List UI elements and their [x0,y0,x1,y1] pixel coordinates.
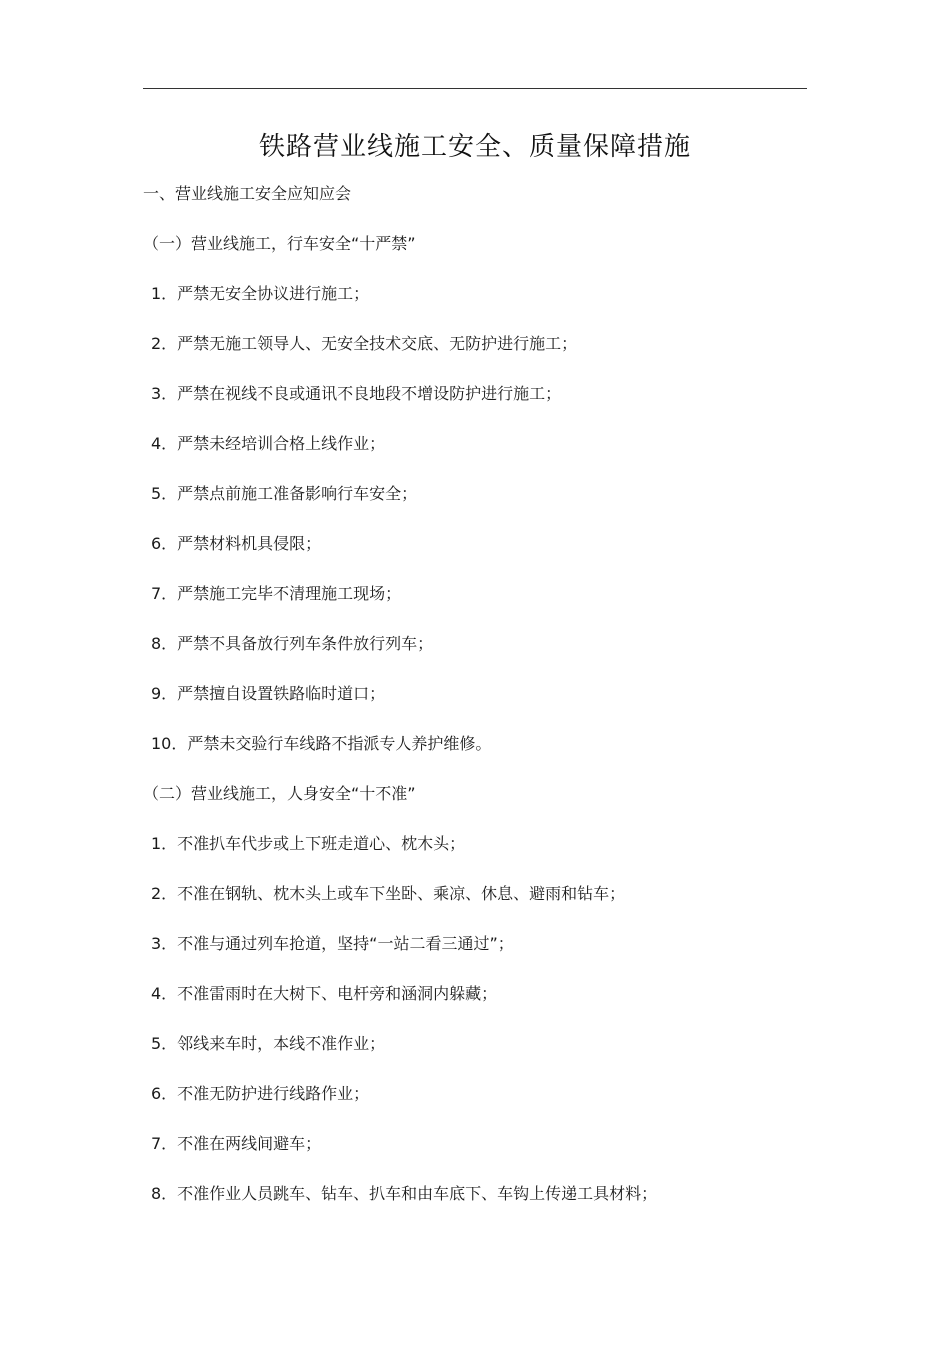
list-item: 3．不准与通过列车抢道，坚持“一站二看三通过”； [151,934,514,953]
list-item: 2．不准在钢轨、枕木头上或车下坐卧、乘凉、休息、避雨和钻车； [151,884,626,903]
list-item: 1．不准扒车代步或上下班走道心、枕木头； [151,834,466,853]
list-item: 4．不准雷雨时在大树下、电杆旁和涵洞内躲藏； [151,984,498,1003]
header-rule [143,88,807,89]
list-item: 8．严禁不具备放行列车条件放行列车； [151,634,434,653]
subsection-heading-1: （一）营业线施工，行车安全“十严禁” [143,234,416,253]
list-item: 10．严禁未交验行车线路不指派专人养护维修。 [151,734,492,753]
list-item: 8．不准作业人员跳车、钻车、扒车和由车底下、车钩上传递工具材料； [151,1184,658,1203]
list-item: 7．不准在两线间避车； [151,1134,322,1153]
list-item: 5．邻线来车时，本线不准作业； [151,1034,386,1053]
list-item: 1．严禁无安全协议进行施工； [151,284,370,303]
list-item: 5．严禁点前施工准备影响行车安全； [151,484,418,503]
list-item: 6．不准无防护进行线路作业； [151,1084,370,1103]
list-item: 6．严禁材料机具侵限； [151,534,322,553]
list-item: 3．严禁在视线不良或通讯不良地段不增设防护进行施工； [151,384,562,403]
list-item: 9．严禁擅自设置铁路临时道口； [151,684,386,703]
document-title: 铁路营业线施工安全、质量保障措施 [258,132,691,162]
list-item: 2．严禁无施工领导人、无安全技术交底、无防护进行施工； [151,334,578,353]
list-item: 4．严禁未经培训合格上线作业； [151,434,386,453]
section-heading-1: 一、营业线施工安全应知应会 [143,184,352,203]
subsection-heading-2: （二）营业线施工，人身安全“十不准” [143,784,416,803]
list-item: 7．严禁施工完毕不清理施工现场； [151,584,402,603]
